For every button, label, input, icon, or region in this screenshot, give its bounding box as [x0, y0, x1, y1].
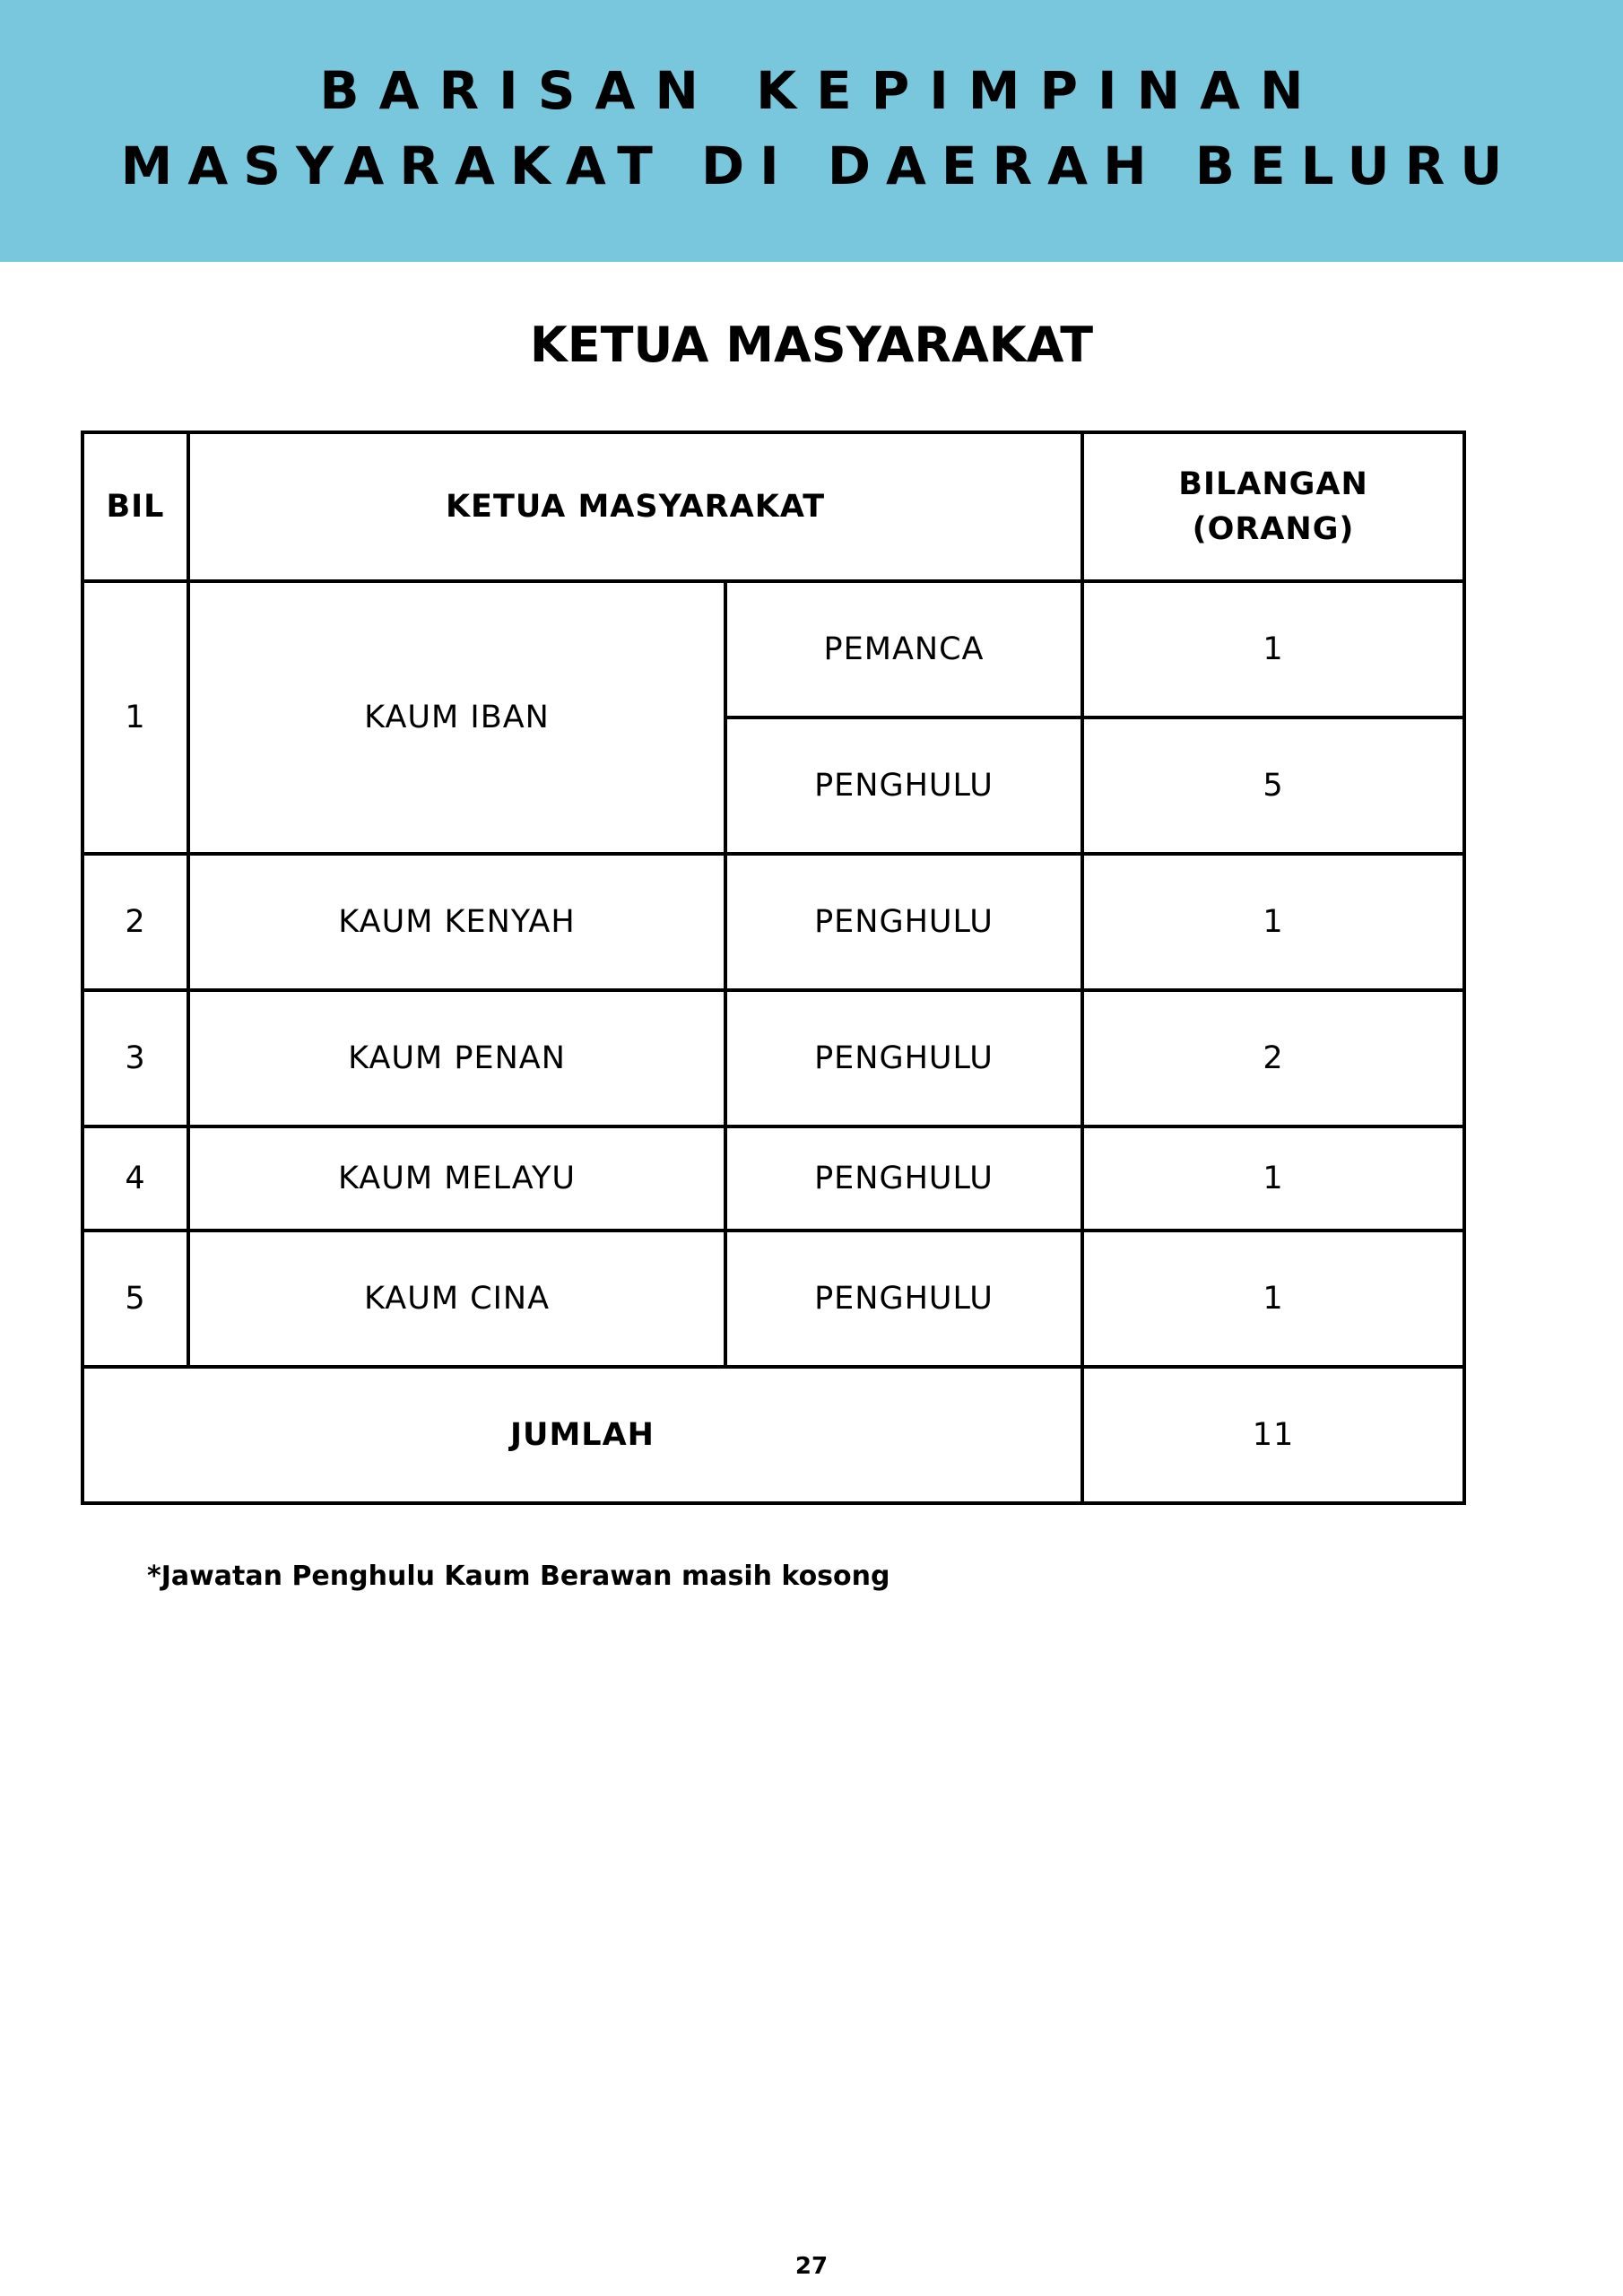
row-bilangan-cell: 1: [1082, 1231, 1464, 1367]
column-header-bil: BIL: [82, 432, 188, 581]
row-bil-cell: 5: [82, 1231, 188, 1367]
page-number: 27: [794, 2253, 829, 2280]
table-row: [82, 854, 1464, 990]
row-bilangan-cell: 5: [1082, 718, 1464, 854]
row-bilangan-cell: 2: [1082, 990, 1464, 1126]
table-row: [82, 581, 1464, 718]
row-bil-cell: 4: [82, 1126, 188, 1231]
row-kaum-cell: KAUM IBAN: [188, 581, 725, 854]
header-title-line-1: BARISAN KEPIMPINAN: [319, 60, 1324, 121]
row-jawatan-cell: PENGHULU: [725, 990, 1082, 1126]
table-row: [82, 990, 1464, 1126]
table-header-row: [82, 432, 1464, 581]
footnote: *Jawatan Penghulu Kaum Berawan masih kosong: [147, 1561, 890, 1592]
row-jawatan-cell: PENGHULU: [725, 1231, 1082, 1367]
row-bilangan-cell: 1: [1082, 1126, 1464, 1231]
row-jawatan-cell: PENGHULU: [725, 1126, 1082, 1231]
total-value: 11: [1082, 1367, 1464, 1503]
row-bil-cell: 1: [82, 581, 188, 854]
row-bil-cell: 2: [82, 854, 188, 990]
row-kaum-cell: KAUM MELAYU: [188, 1126, 725, 1231]
column-header-ketua-masyarakat: KETUA MASYARAKAT: [188, 432, 1082, 581]
table-row: [82, 1126, 1464, 1231]
row-kaum-cell: KAUM PENAN: [188, 990, 725, 1126]
row-jawatan-cell: PENGHULU: [725, 718, 1082, 854]
column-header-bilangan: [1082, 432, 1464, 581]
row-kaum-cell: KAUM CINA: [188, 1231, 725, 1367]
section-title: KETUA MASYARAKAT: [529, 317, 1094, 373]
row-bil-cell: 3: [82, 990, 188, 1126]
table-total-row: [82, 1367, 1464, 1503]
table-row: [82, 1231, 1464, 1367]
row-bilangan-cell: 1: [1082, 581, 1464, 718]
row-jawatan-cell: PENGHULU: [725, 854, 1082, 990]
row-kaum-cell: KAUM KENYAH: [188, 854, 725, 990]
column-header-bilangan-line2: (ORANG): [1192, 511, 1355, 547]
header-banner: [0, 0, 1623, 262]
leaders-table: [81, 430, 1466, 1505]
row-jawatan-cell: PEMANCA: [725, 581, 1082, 718]
header-title-line-2: MASYARAKAT DI DAERAH BELURU: [120, 135, 1518, 196]
column-header-bilangan-line1: BILANGAN: [1178, 466, 1368, 502]
row-bilangan-cell: 1: [1082, 854, 1464, 990]
total-label: JUMLAH: [82, 1367, 1082, 1503]
